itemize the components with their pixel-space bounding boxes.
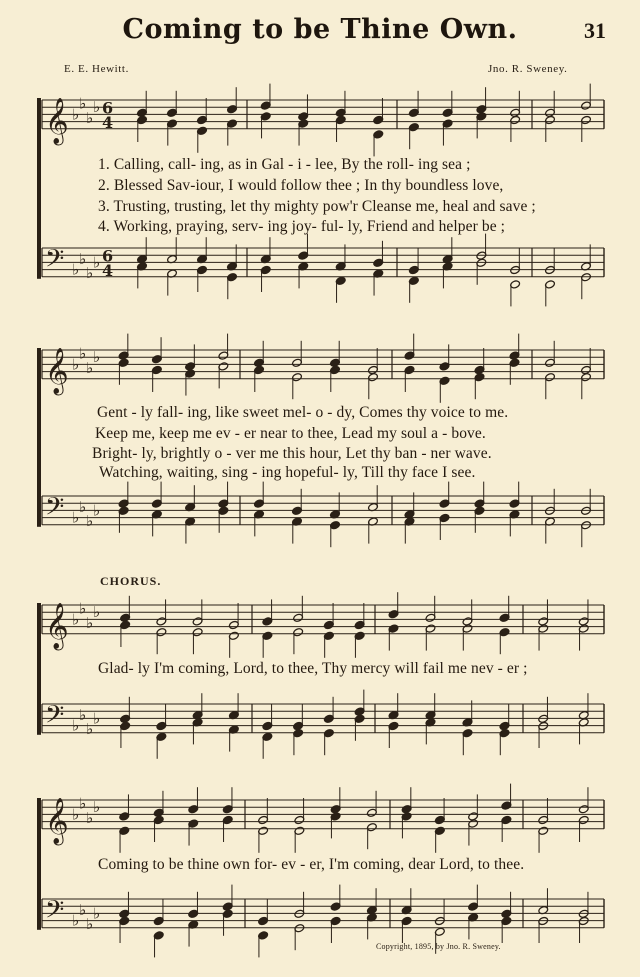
flat-icon: ♭: [72, 105, 80, 124]
verse-4-line-1: 4. Working, praying, serv- ing joy- ful- ly, Friend and helper be ;: [98, 218, 506, 235]
flat-icon: ♭: [86, 614, 94, 632]
flat-icon: ♭: [79, 705, 87, 724]
treble-clef-icon: 𝄞: [45, 797, 69, 844]
flat-icon: ♭: [86, 512, 94, 531]
flat-icon: ♭: [79, 94, 87, 113]
treble-clef-icon: 𝄞: [45, 347, 69, 394]
verse-2-line-2: Keep me, keep me ev - er near to thee, Lead my soul a - bove.: [95, 425, 486, 442]
flat-icon: ♭: [72, 610, 80, 629]
bass-clef-icon: 𝄢: [45, 895, 65, 931]
verse-1-line-1: 1. Calling, call- ing, as in Gal - i - lee, By the roll- ing sea ;: [98, 156, 471, 173]
flat-icon: ♭: [72, 355, 80, 374]
flat-icon: ♭: [72, 805, 80, 824]
flat-icon: ♭: [79, 497, 87, 516]
system-bracket: [37, 348, 41, 527]
flat-icon: ♭: [72, 260, 80, 279]
verse-3-line-1: 3. Trusting, trusting, let thy mighty pow'r Cleanse me, heal and save ;: [98, 198, 536, 215]
treble-clef-icon: 𝄞: [45, 97, 69, 144]
flat-icon: ♭: [79, 900, 87, 919]
hymn-title: Coming to be Thine Own.: [122, 14, 518, 45]
music-credit: Jno. R. Sweney.: [488, 63, 568, 75]
flat-icon: ♭: [93, 904, 101, 923]
flat-icon: ♭: [79, 249, 87, 268]
flat-icon: ♭: [86, 720, 94, 739]
verse-3-line-2: Bright- ly, brightly o - ver me this hour, Let thy ban - ner wave.: [92, 445, 492, 462]
flat-icon: ♭: [86, 109, 94, 127]
flat-icon: ♭: [93, 501, 101, 520]
time-signature-top: 6: [102, 98, 114, 118]
system-bracket: [37, 603, 41, 735]
flat-icon: ♭: [79, 599, 87, 618]
verse-2-line-1: 2. Blessed Sav-iour, I would follow thee ; In thy boundless love,: [98, 177, 504, 194]
chorus-line-1: Glad- ly I'm coming, Lord, to thee, Thy mercy will fail me nev - er ;: [98, 660, 528, 677]
flat-icon: ♭: [79, 344, 87, 363]
words-credit: E. E. Hewitt.: [64, 63, 129, 75]
flat-icon: ♭: [86, 809, 94, 827]
chorus-label: CHORUS.: [100, 574, 162, 588]
flat-icon: ♭: [86, 359, 94, 377]
system-bracket: [37, 98, 41, 279]
time-signature-bottom: 4: [102, 260, 114, 280]
chorus-line-2: Coming to be thine own for- ev - er, I'm coming, dear Lord, to thee.: [98, 856, 525, 873]
treble-clef-icon: 𝄞: [45, 602, 69, 649]
flat-icon: ♭: [86, 915, 94, 934]
verse-1-line-2: Gent - ly fall- ing, like sweet mel- o - dy, Comes thy voice to me.: [97, 404, 509, 421]
flat-icon: ♭: [93, 98, 101, 117]
verse-4-line-2: Watching, waiting, sing - ing hopeful- ly, Till thy face I see.: [99, 464, 476, 481]
flat-icon: ♭: [93, 603, 101, 622]
time-signature-bottom: 4: [102, 112, 114, 132]
flat-icon: ♭: [93, 348, 101, 367]
flat-icon: ♭: [72, 911, 80, 930]
time-signature-top: 6: [102, 246, 114, 266]
flat-icon: ♭: [72, 508, 80, 527]
flat-icon: ♭: [93, 798, 101, 817]
flat-icon: ♭: [93, 709, 101, 728]
flat-icon: ♭: [79, 794, 87, 813]
copyright-notice: Copyright, 1895, by Jno. R. Sweney.: [376, 942, 501, 951]
system-bracket: [37, 798, 41, 930]
flat-icon: ♭: [86, 264, 94, 283]
bass-clef-icon: 𝄢: [45, 700, 65, 736]
bass-clef-icon: 𝄢: [45, 244, 65, 280]
bass-clef-icon: 𝄢: [45, 492, 65, 528]
flat-icon: ♭: [72, 716, 80, 735]
flat-icon: ♭: [93, 253, 101, 272]
page-number: 31: [584, 18, 606, 43]
